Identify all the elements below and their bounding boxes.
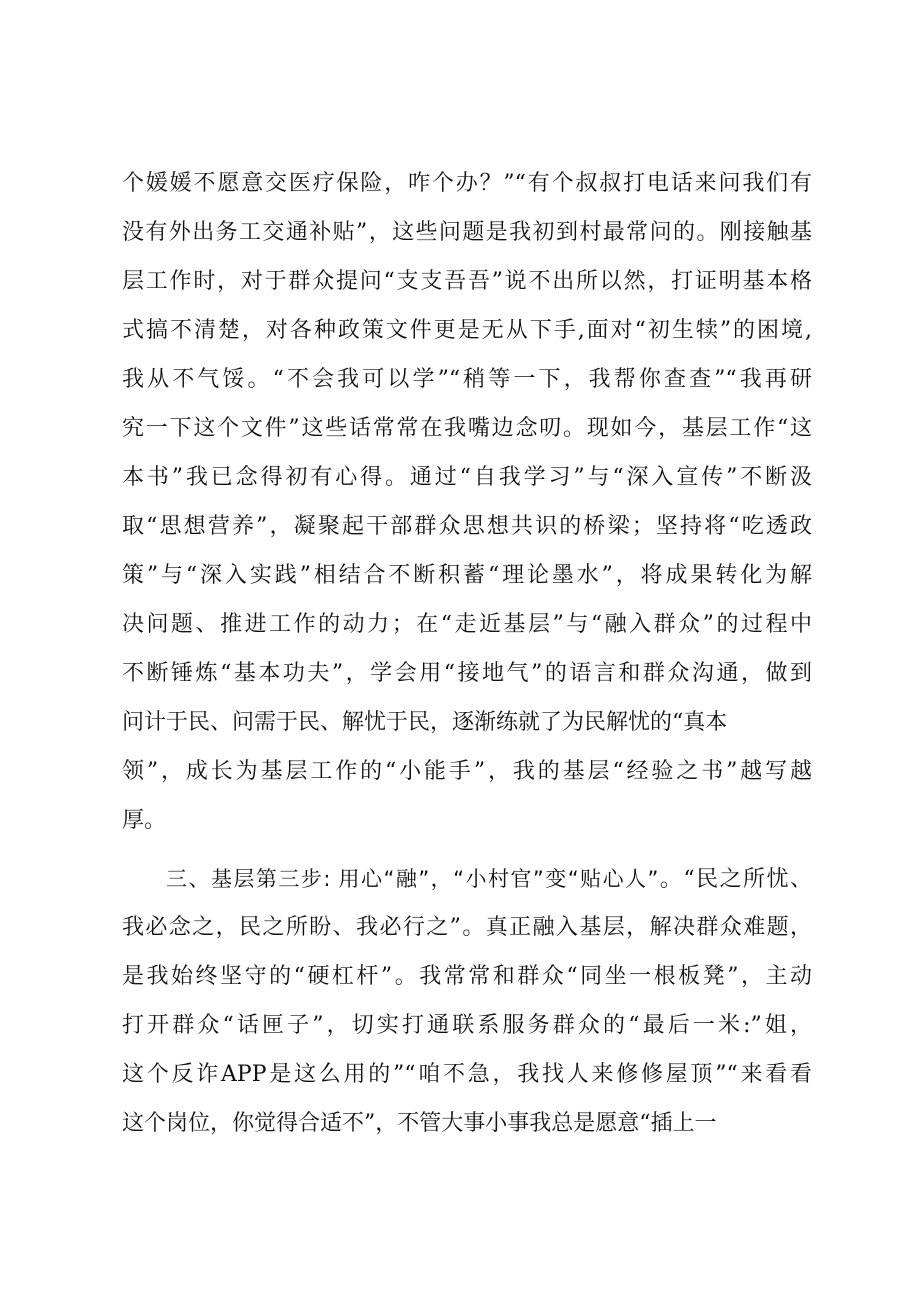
paragraph-1-line: 层工作时，对于群众提问“支支吾吾”说不出所以然，打证明基本格 — [122, 269, 812, 294]
paragraph-1-line: 个媛媛不愿意交医疗保险，咋个办？”“有个叔叔打电话来问我们有 — [122, 171, 812, 196]
section-3-heading: 三、基层第三步: 用心“融”，“小村官”变“贴心人” — [166, 867, 659, 891]
section-3-first-line-rest: 。“民之所忧、 — [658, 867, 812, 892]
paragraph-2-line: 打开群众“话匣子”，切实打通联系服务群众的“最后一米:”姐， — [122, 1013, 812, 1038]
paragraph-1-line: 取“思想营养”，凝聚起干部群众思想共识的桥梁；坚持将“吃透政 — [122, 514, 812, 539]
paragraph-1-line: 没有外出务工交通补贴”，这些问题是我初到村最常问的。刚接触基 — [122, 220, 812, 245]
paragraph-2-line: 这个反诈APP是这么用的”“咱不急，我找人来修修屋顶”“来看看 — [122, 1062, 812, 1087]
paragraph-1-line: 我从不气馁。“不会我可以学”“稍等一下，我帮你查查”“我再研 — [122, 367, 812, 392]
paragraph-1-line: 本书”我已念得初有心得。通过“自我学习”与“深入宣传”不断汲 — [122, 465, 812, 490]
paragraph-1-line: 问计于民、问需于民、解忧于民，逐渐练就了为民解忧的“真本 — [122, 710, 728, 735]
paragraph-1-line: 策”与“深入实践”相结合不断积蓄“理论墨水”，将成果转化为解 — [122, 563, 812, 588]
section-3-first-line — [166, 858, 812, 900]
paragraph-2-line: 我必念之，民之所盼、我必行之”。真正融入基层，解决群众难题， — [122, 915, 812, 940]
paragraph-1-line: 究一下这个文件”这些话常常在我嘴边念叨。现如今，基层工作“这 — [122, 416, 812, 441]
paragraph-1-line: 厚。 — [122, 808, 167, 833]
paragraph-2-line: 是我始终坚守的“硬杠杆”。我常常和群众“同坐一根板凳”，主动 — [122, 964, 812, 989]
paragraph-1-line: 领”，成长为基层工作的“小能手”，我的基层“经验之书”越写越 — [122, 759, 812, 784]
paragraph-1-line: 不断锤炼“基本功夫”，学会用“接地气”的语言和群众沟通，做到 — [122, 661, 812, 686]
paragraph-1-line: 式搞不清楚，对各种政策文件更是无从下手,面对“初生犊”的困境, — [122, 318, 812, 343]
paragraph-2-line: 这个岗位，你觉得合适不”，不管大事小事我总是愿意“插上一 — [122, 1111, 717, 1136]
paragraph-1-line: 决问题、推进工作的动力；在“走近基层”与“融入群众”的过程中 — [122, 612, 812, 637]
